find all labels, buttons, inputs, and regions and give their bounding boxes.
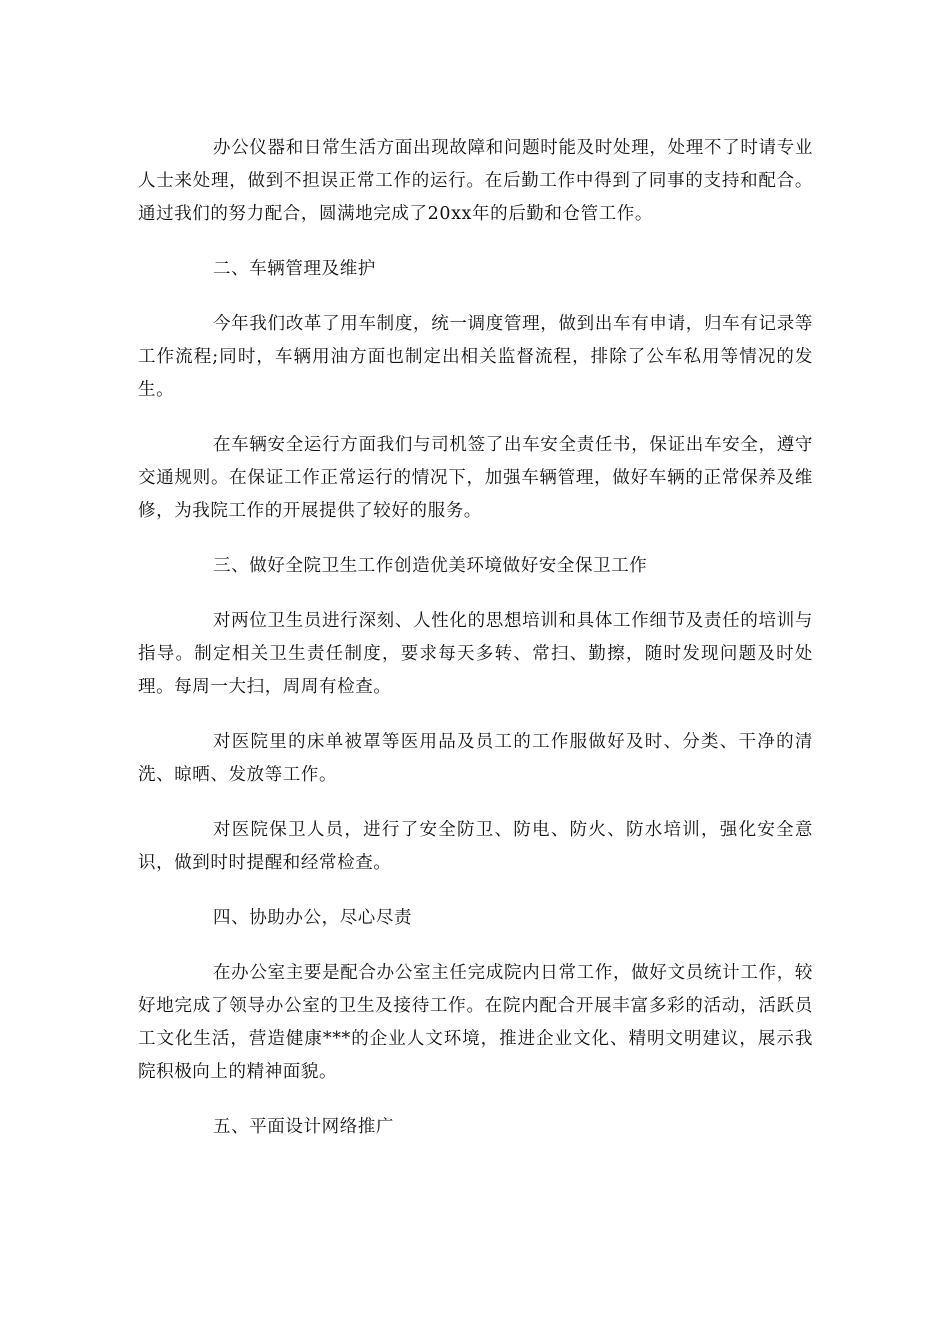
- paragraph-linen-laundry: 对医院里的床单被罩等医用品及员工的工作服做好及时、分类、干净的清洗、晾晒、发放等工作。: [138, 732, 813, 785]
- section-heading-vehicle-management: 二、车辆管理及维护: [213, 259, 376, 279]
- paragraph-office-equipment: 办公仪器和日常生活方面出现故障和问题时能及时处理，处理不了时请专业人士来处理，做到不担误正常工作的运行。在后勤工作中得到了同事的支持和配合。通过我们的努力配合，圆满地完成了20xx年的后勤和仓管工作。: [138, 138, 813, 224]
- section-heading-hygiene-security: 三、做好全院卫生工作创造优美环境做好安全保卫工作: [213, 556, 648, 576]
- section-heading-graphic-design: 五、平面设计网络推广: [213, 1117, 394, 1137]
- paragraph-vehicle-safety: 在车辆安全运行方面我们与司机签了出车安全责任书，保证出车安全，遵守交通规则。在保证工作正常运行的情况下，加强车辆管理，做好车辆的正常保养及维修，为我院工作的开展提供了较好的服务。: [138, 435, 813, 521]
- section-heading-office-assist: 四、协助办公，尽心尽责: [213, 908, 413, 928]
- paragraph-security-training: 对医院保卫人员，进行了安全防卫、防电、防火、防水培训，强化安全意识，做到时时提醒和经常检查。: [138, 820, 813, 873]
- paragraph-office-work: 在办公室主要是配合办公室主任完成院内日常工作，做好文员统计工作，较好地完成了领导办公室的卫生及接待工作。在院内配合开展丰富多彩的活动，活跃员工文化生活，营造健康***的企业人文环境，推进企业文化、精明文明建议，展示我院积极向上的精神面貌。: [138, 963, 813, 1082]
- paragraph-vehicle-policy: 今年我们改革了用车制度，统一调度管理，做到出车有申请，归车有记录等工作流程;同时，车辆用油方面也制定出相关监督流程，排除了公车私用等情况的发生。: [138, 314, 813, 400]
- paragraph-cleaner-training: 对两位卫生员进行深刻、人性化的思想培训和具体工作细节及责任的培训与指导。制定相关卫生责任制度，要求每天多转、常扫、勤擦，随时发现问题及时处理。每周一大扫，周周有检查。: [138, 611, 813, 697]
- document-body: [138, 132, 813, 1166]
